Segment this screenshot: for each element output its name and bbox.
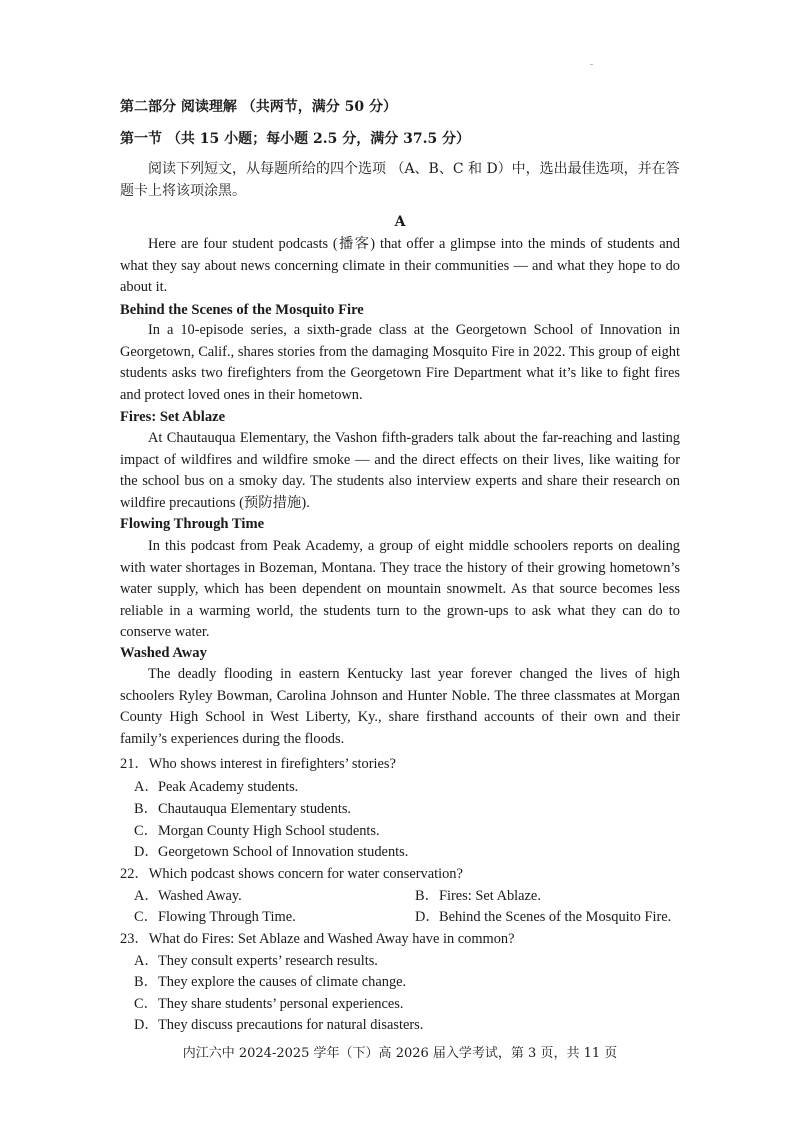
- option-letter: D．: [134, 844, 159, 860]
- option-text: They explore the causes of climate change.: [158, 974, 407, 990]
- option-letter: D．: [415, 909, 440, 925]
- intro-paragraph: Here are four student podcasts (播客) that offer a glimpse into the minds of students and what they say about news concerning climate in their communities — and what they hope to do about it.: [120, 236, 680, 295]
- option-letter: B．: [415, 888, 439, 904]
- podcast-paragraph: In this podcast from Peak Academy, a group of eight middle schoolers reports on dealing with water shortages in Bozeman, Montana. They trace the history of their growing hometown’s water supply, which has been dependent on mountain snowmelt. As that source becomes less reliable in a warming world, the students turn to the grown-ups to ask what they can do to conserve water.: [120, 538, 680, 640]
- question-21-option-b: [134, 797, 351, 818]
- question-23-stem: 23．What do Fires: Set Ablaze and Washed Away have in common?: [120, 931, 515, 947]
- option-text: Washed Away.: [158, 888, 242, 904]
- question-23-option-d: [134, 1013, 423, 1034]
- podcast-paragraph: At Chautauqua Elementary, the Vashon fifth-graders talk about the far-reaching and lasting impact of wildfires and wildfire smoke — and the direct effects on their lives, like waiting for the school bus on a smoky day. The students also interview experts and share their research on wildfire precautions (预防措施).: [120, 430, 680, 511]
- section-title: 第一节 （共 15 小题；每小题 2.5 分，满分 37.5 分）: [120, 131, 471, 147]
- option-text: Peak Academy students.: [158, 779, 299, 795]
- option-text: Fires: Set Ablaze.: [439, 888, 541, 904]
- option-letter: C．: [134, 823, 158, 839]
- option-letter: B．: [134, 801, 158, 817]
- question-21-option-a: [134, 775, 298, 796]
- podcast-title: Behind the Scenes of the Mosquito Fire: [120, 302, 364, 318]
- option-letter: D．: [134, 1017, 159, 1033]
- passage-intro: [120, 234, 680, 299]
- question-23-option-a: [134, 949, 378, 970]
- question-22-option-a: [134, 884, 242, 905]
- podcast-description: [120, 428, 680, 514]
- question-23-option-c: [134, 992, 403, 1013]
- option-text: They discuss precautions for natural disasters.: [158, 1017, 424, 1033]
- option-letter: A．: [134, 888, 159, 904]
- question-23-option-b: [134, 970, 406, 991]
- option-text: Chautauqua Elementary students.: [158, 801, 352, 817]
- option-letter: B．: [134, 974, 158, 990]
- part-title: 第二部分 阅读理解 （共两节，满分 50 分）: [120, 99, 397, 115]
- option-text: Morgan County High School students.: [158, 823, 380, 839]
- question-22-option-d: [415, 905, 671, 926]
- question-22-option-b: [415, 884, 541, 905]
- passage-label: A: [394, 214, 406, 230]
- page-footer: 内江六中 2024-2025 学年（下）高 2026 届入学考试，第 3 页，共 11 页: [182, 1046, 618, 1061]
- option-letter: C．: [134, 996, 158, 1012]
- option-text: They consult experts’ research results.: [158, 953, 378, 969]
- option-letter: A．: [134, 779, 159, 795]
- option-text: Flowing Through Time.: [158, 909, 296, 925]
- option-text: Behind the Scenes of the Mosquito Fire.: [439, 909, 672, 925]
- option-text: They share students’ personal experiences.: [158, 996, 404, 1012]
- option-letter: A．: [134, 953, 159, 969]
- podcast-title: Fires: Set Ablaze: [120, 409, 226, 425]
- podcast-title: Flowing Through Time: [120, 516, 265, 532]
- podcast-description: [120, 664, 680, 750]
- podcast-paragraph: The deadly flooding in eastern Kentucky last year forever changed the lives of high schoolers Ryley Bowman, Carolina Johnson and Hunter Noble. The three classmates at Morgan County High School in West Liberty, Ky., share firsthand accounts of their own and their family’s experiences during the floods.: [120, 666, 680, 747]
- question-21-option-c: [134, 819, 380, 840]
- podcast-description: [120, 320, 680, 406]
- option-letter: C．: [134, 909, 158, 925]
- podcast-paragraph: In a 10-episode series, a sixth-grade class at the Georgetown School of Innovation in Georgetown, Calif., shares stories from the damaging Mosquito Fire in 2022. This group of eight students asks two firefighters from the Georgetown Fire Department what it’s like to fight fires and protect loved ones in their hometown.: [120, 322, 680, 403]
- question-22-option-c: [134, 905, 296, 926]
- podcast-title: Washed Away: [120, 645, 207, 661]
- option-text: Georgetown School of Innovation students.: [158, 844, 409, 860]
- question-21-option-d: [134, 840, 408, 861]
- instructions: 阅读下列短文，从每题所给的四个选项 （A、B、C 和 D）中，选出最佳选项，并在答题卡上将该项涂黑。: [120, 161, 680, 199]
- question-22-stem: 22．Which podcast shows concern for water conservation?: [120, 866, 463, 882]
- podcast-description: [120, 536, 680, 644]
- question-21-stem: 21．Who shows interest in firefighters’ stories?: [120, 756, 396, 772]
- scan-mark: [590, 64, 593, 65]
